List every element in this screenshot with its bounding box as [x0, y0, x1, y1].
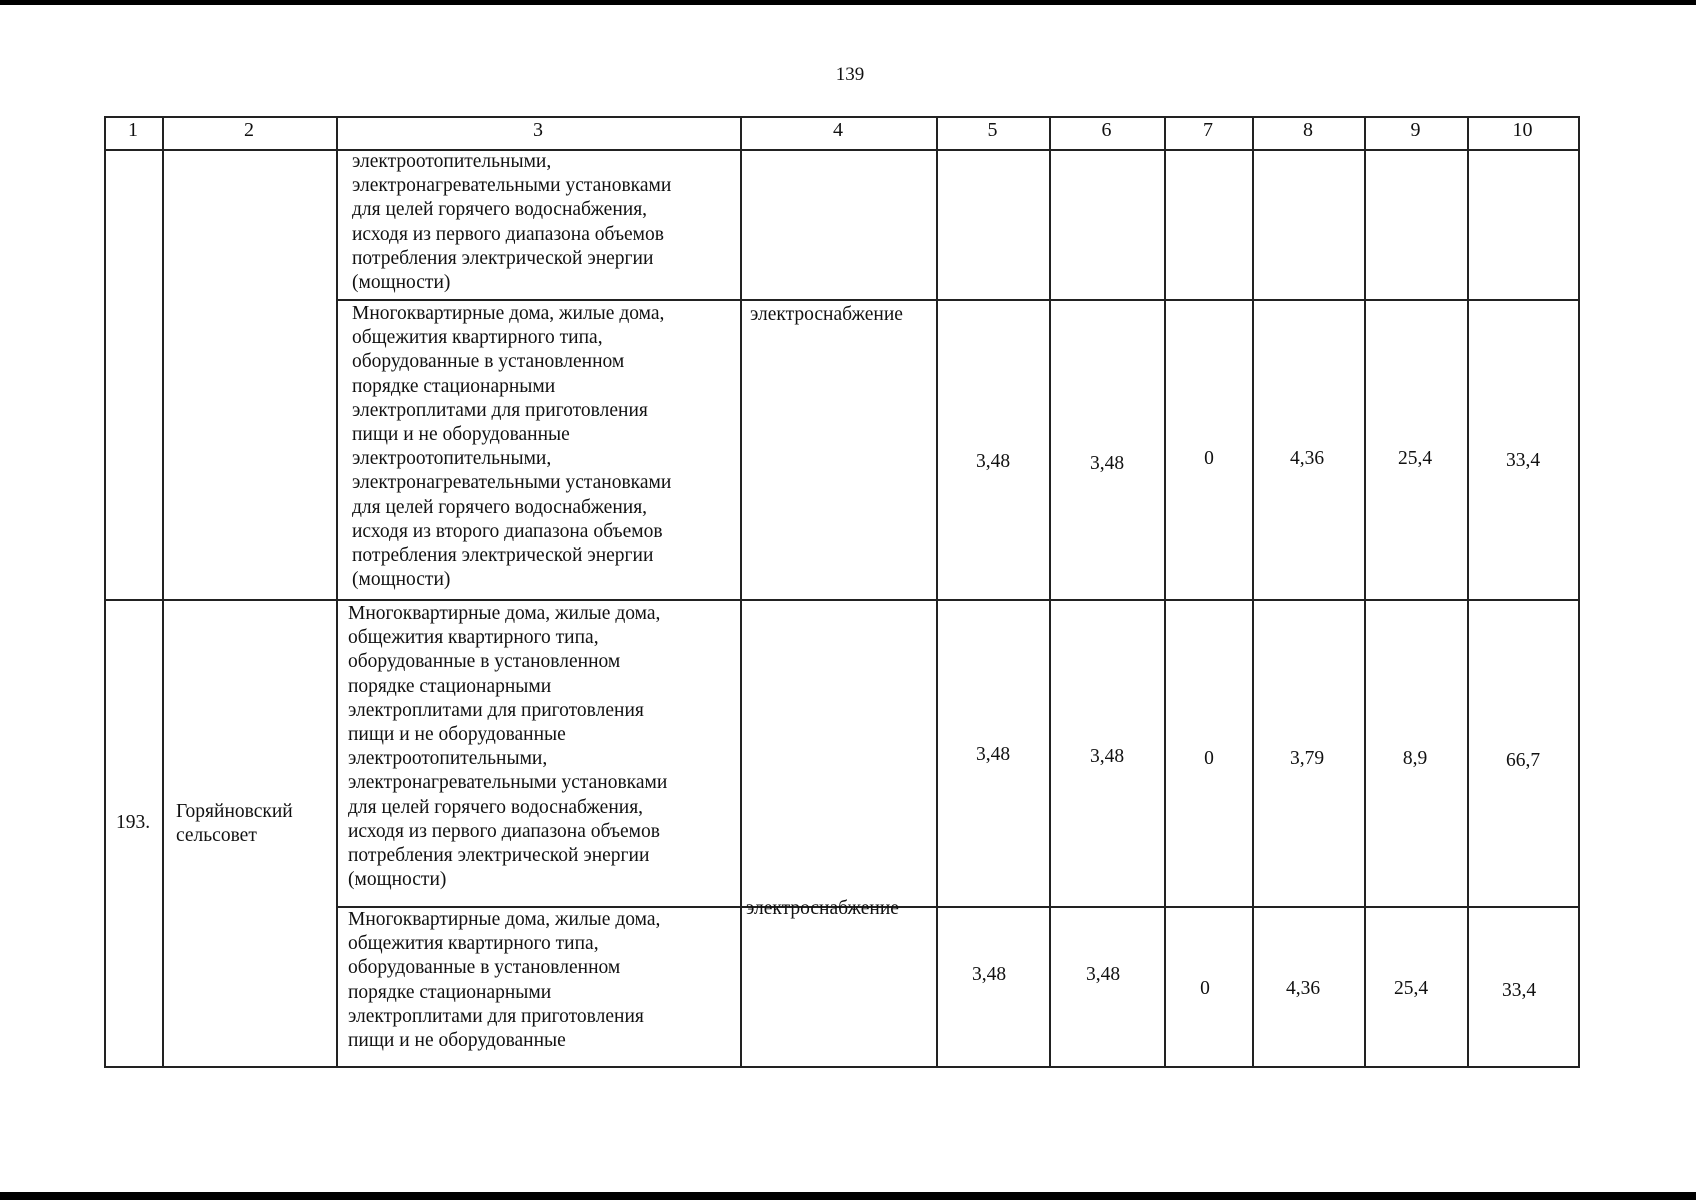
value-col-5: 3,48 — [971, 964, 1007, 985]
column-header: 1 — [128, 119, 138, 141]
municipality-line: Горяйновский — [176, 801, 293, 822]
value-col-6: 3,48 — [1085, 964, 1121, 985]
description-line: электронагревательными установками — [352, 472, 672, 494]
value-col-9: 25,4 — [1397, 448, 1433, 469]
column-header: 7 — [1203, 119, 1213, 141]
description-line: Многоквартирные дома, жилые дома, — [348, 909, 661, 930]
table-left-rule — [104, 116, 106, 1068]
page-number: 139 — [835, 64, 865, 85]
table-bottom-rule — [104, 1066, 1580, 1068]
description-line: потребления электрической энергии — [352, 545, 654, 567]
value-col-6: 3,48 — [1089, 746, 1125, 767]
municipality-name — [176, 800, 293, 848]
header-bottom-rule — [104, 149, 1580, 151]
description-line: (мощности) — [352, 272, 451, 294]
description-line: для целей горячего водоснабжения, — [352, 199, 648, 221]
row-description — [348, 602, 667, 892]
value-col-8: 4,36 — [1289, 448, 1325, 469]
value-col-9: 8,9 — [1402, 748, 1428, 769]
description-line: порядке стационарными — [348, 981, 552, 1003]
description-line: порядке стационарными — [352, 375, 556, 397]
tariff-table — [104, 116, 1580, 1068]
col-rule-7 — [1252, 116, 1254, 1068]
description-line: общежития квартирного типа, — [348, 933, 599, 955]
description-line: оборудованные в установленном — [352, 351, 625, 373]
col-rule-5 — [1049, 116, 1051, 1068]
description-line: электроплитами для приготовления — [352, 399, 648, 421]
description-line: для целей горячего водоснабжения, — [348, 796, 644, 818]
value-col-5: 3,48 — [975, 744, 1011, 765]
value-col-10: 33,4 — [1505, 450, 1541, 471]
description-line: электронагревательными установками — [352, 175, 672, 197]
description-line: общежития квартирного типа, — [352, 327, 603, 349]
service-type: электроснабжение — [750, 304, 903, 325]
description-line: электронагревательными установками — [348, 772, 668, 794]
value-col-5: 3,48 — [975, 451, 1011, 472]
value-col-9: 25,4 — [1393, 978, 1429, 999]
description-line: электроотопительными, — [348, 748, 548, 770]
description-line: (мощности) — [348, 869, 447, 891]
col-rule-3 — [740, 116, 742, 1068]
description-line: электроотопительными, — [352, 151, 552, 172]
description-line: электроплитами для приготовления — [348, 699, 644, 721]
column-header: 5 — [987, 119, 998, 141]
table-right-rule — [1578, 116, 1580, 1068]
col-rule-2 — [336, 116, 338, 1068]
description-line: потребления электрической энергии — [352, 247, 654, 269]
column-header: 2 — [244, 119, 254, 141]
row-description — [352, 302, 671, 592]
col-rule-8 — [1364, 116, 1366, 1068]
scan-bottom-edge — [0, 1192, 1696, 1200]
row-description — [348, 908, 660, 1053]
column-header: 6 — [1101, 119, 1112, 141]
description-line: потребления электрической энергии — [348, 845, 650, 867]
column-header: 8 — [1303, 119, 1313, 141]
column-header: 10 — [1512, 119, 1533, 141]
scan-top-edge — [0, 0, 1696, 5]
description-line: оборудованные в установленном — [348, 651, 621, 673]
value-col-10: 33,4 — [1501, 980, 1537, 1001]
row-description — [352, 150, 671, 295]
col-rule-1 — [162, 116, 164, 1068]
description-line: пищи и не оборудованные — [352, 424, 570, 446]
description-line: для целей горячего водоснабжения, — [352, 496, 648, 518]
description-line: исходя из первого диапазона объемов — [348, 820, 660, 842]
description-line: электроотопительными, — [352, 448, 552, 470]
value-col-7: 0 — [1200, 978, 1210, 999]
column-header: 9 — [1410, 119, 1421, 141]
description-line: исходя из первого диапазона объемов — [352, 223, 664, 245]
value-col-7: 0 — [1204, 748, 1214, 769]
description-line: пищи и не оборудованные — [348, 724, 566, 746]
description-line: Многоквартирные дома, жилые дома, — [348, 603, 661, 624]
value-col-7: 0 — [1204, 448, 1214, 469]
row-rule-1 — [336, 299, 1580, 301]
row-rule-193 — [104, 599, 1580, 601]
row-number: 193. — [115, 812, 151, 833]
value-col-8: 3,79 — [1289, 748, 1325, 769]
column-header: 3 — [533, 119, 543, 141]
description-line: оборудованные в установленном — [348, 957, 621, 979]
description-line: Многоквартирные дома, жилые дома, — [352, 303, 665, 324]
municipality-line: сельсовет — [176, 825, 257, 847]
table-top-rule — [104, 116, 1580, 118]
col-rule-4 — [936, 116, 938, 1068]
description-line: порядке стационарными — [348, 675, 552, 697]
column-header: 4 — [833, 119, 843, 141]
col-rule-6 — [1164, 116, 1166, 1068]
service-type: электроснабжение — [746, 898, 899, 919]
description-line: пищи и не оборудованные — [348, 1030, 566, 1052]
value-col-6: 3,48 — [1089, 453, 1125, 474]
value-col-8: 4,36 — [1285, 978, 1321, 999]
description-line: общежития квартирного типа, — [348, 627, 599, 649]
description-line: исходя из второго диапазона объемов — [352, 520, 663, 542]
description-line: электроплитами для приготовления — [348, 1005, 644, 1027]
col-rule-9 — [1467, 116, 1469, 1068]
description-line: (мощности) — [352, 569, 451, 591]
value-col-10: 66,7 — [1505, 750, 1541, 771]
